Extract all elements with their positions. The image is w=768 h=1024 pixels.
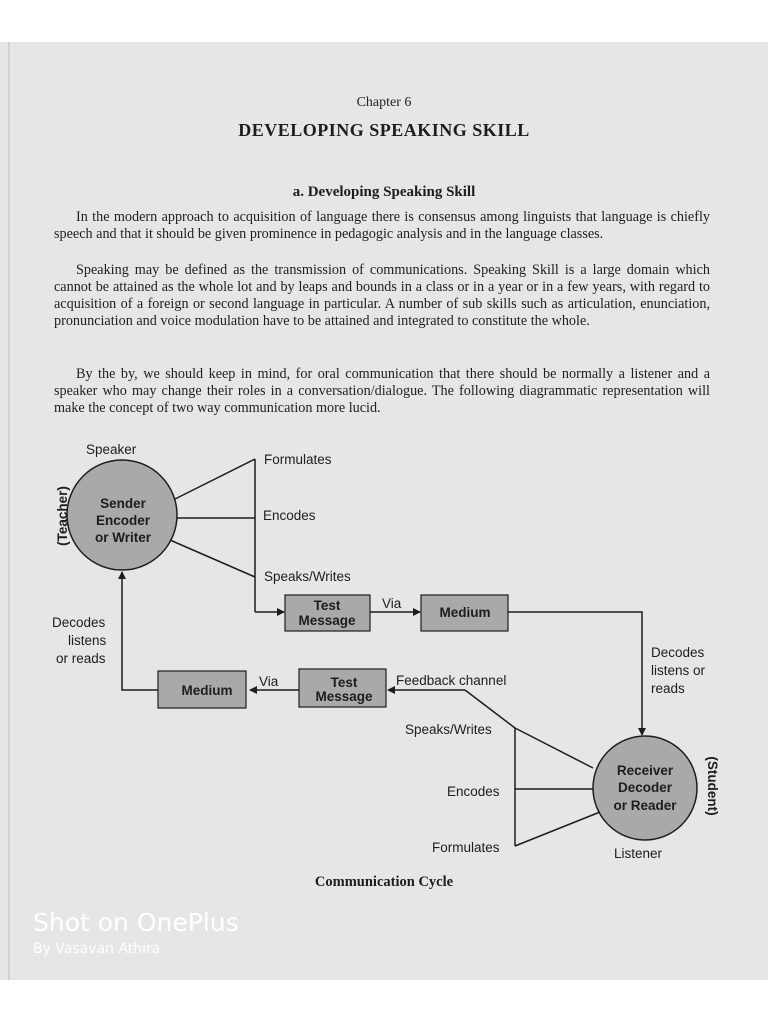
speaks-line-bottom: [515, 728, 593, 768]
speaks-writes-bottom: Speaks/Writes: [405, 722, 492, 737]
path-to-sender: [122, 572, 158, 690]
test-message-top-line-1: Test: [313, 598, 341, 613]
speaker-label: Speaker: [86, 442, 137, 457]
chapter-title: DEVELOPING SPEAKING SKILL: [238, 120, 530, 140]
decodes-right-line-2: listens or: [651, 663, 706, 678]
chapter-label: Chapter 6: [356, 95, 412, 110]
teacher-label: (Teacher): [55, 486, 70, 546]
section-heading: a. Developing Speaking Skill: [292, 184, 476, 200]
decodes-right-line-3: reads: [651, 681, 685, 696]
speaks-writes-top: Speaks/Writes: [264, 569, 351, 584]
student-label: (Student): [705, 756, 720, 816]
test-message-top-line-2: Message: [298, 613, 356, 628]
test-message-bottom-line-1: Test: [330, 675, 358, 690]
encodes-top: Encodes: [263, 508, 316, 523]
receiver-line-1: Receiver: [616, 763, 674, 778]
camera-watermark-title: Shot on OnePlus: [33, 908, 239, 937]
sender-line-3: or Writer: [94, 530, 152, 545]
paragraph-1-text: In the modern approach to acquisition of language there is consensus among linguists that language is chiefly speech and that it should be given prominence in pedagogic analysis and in the language classes.: [54, 209, 710, 242]
test-message-bottom-line-2: Message: [315, 689, 373, 704]
decodes-left-line-3: or reads: [56, 651, 106, 666]
via-bottom: Via: [259, 674, 279, 689]
decodes-left-line-2: listens: [68, 633, 107, 648]
paragraph-2-text: Speaking may be defined as the transmission of communications. Speaking Skill is a large domain which cannot be attained as the whole lot and by leaps and bounds in a class or in a year or in a few years, with regard to acquisition of a foreign or second language in particular. A number of sub skills such as articulation, enunciation, pronunciation and voice modulation have to be attained and integrated to constitute the whole.: [54, 262, 710, 329]
medium-bottom: Medium: [181, 683, 233, 698]
listener-label: Listener: [614, 846, 663, 861]
camera-watermark-credit: By Vasavan Athira: [33, 941, 161, 957]
sender-line-1: Sender: [100, 496, 146, 511]
encodes-bottom: Encodes: [447, 784, 500, 799]
via-top: Via: [382, 596, 402, 611]
receiver-line-3: or Reader: [613, 798, 677, 813]
medium-top: Medium: [439, 605, 491, 620]
decodes-left-line-1: Decodes: [52, 615, 106, 630]
formulates-top: Formulates: [264, 452, 332, 467]
decodes-right-line-1: Decodes: [651, 645, 705, 660]
paragraph-3-text: By the by, we should keep in mind, for oral communication that there should be normally a listener and a speaker who may change their roles in a conversation/dialogue. The following diagrammatic representation will make the concept of two way communication more lucid.: [54, 366, 710, 416]
formulates-bottom: Formulates: [432, 840, 500, 855]
formulates-line-bottom: [515, 812, 600, 846]
speaks-line-top: [170, 540, 255, 577]
feedback-channel: Feedback channel: [396, 673, 507, 688]
diagram-caption: Communication Cycle: [314, 874, 454, 890]
receiver-line-2: Decoder: [617, 780, 673, 795]
formulates-line-top: [175, 459, 255, 499]
sender-line-2: Encoder: [95, 513, 151, 528]
path-to-receiver: [508, 612, 642, 735]
